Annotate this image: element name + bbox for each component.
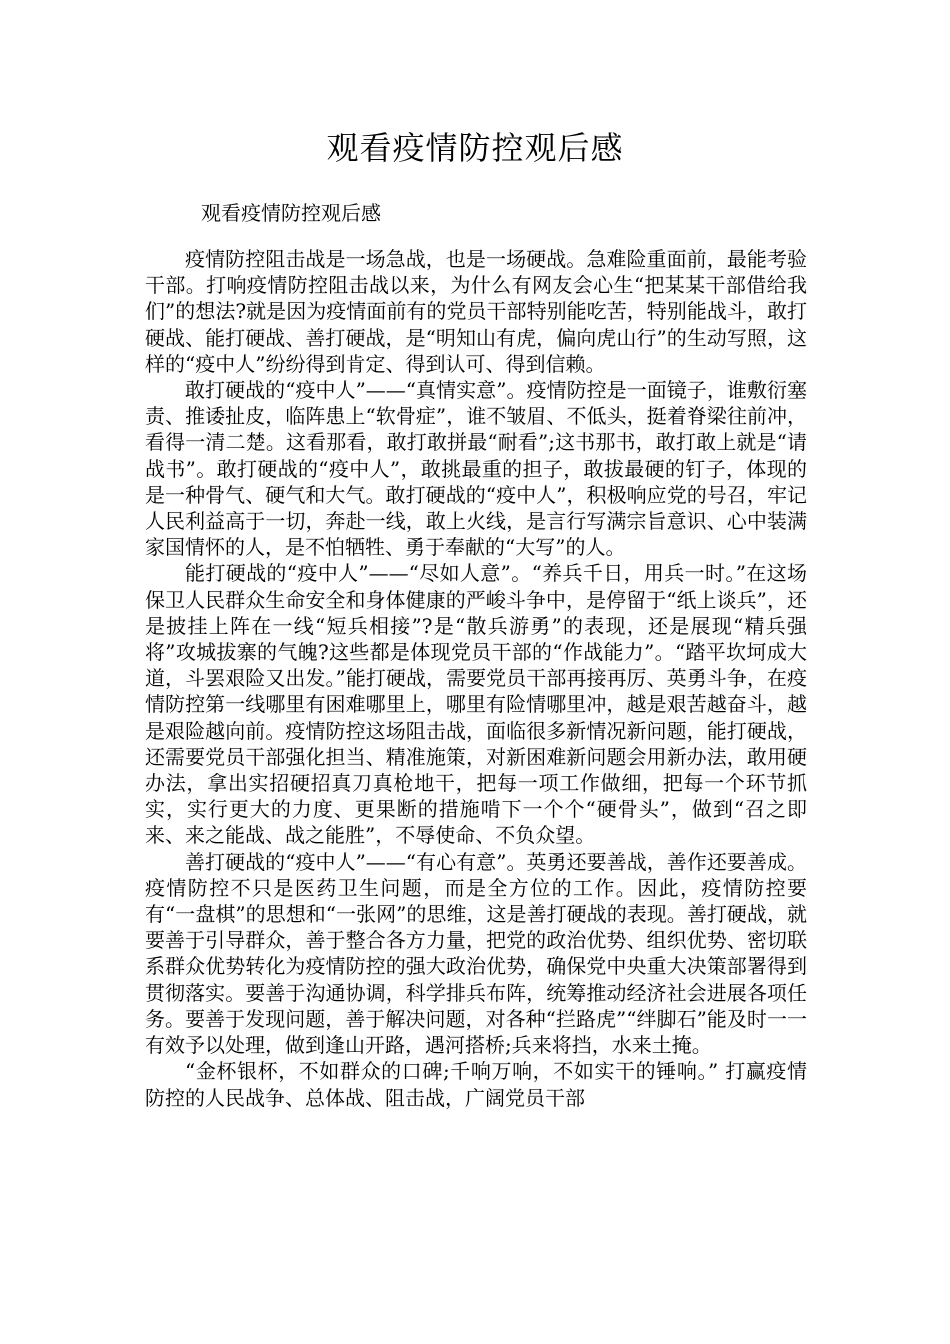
paragraph: 能打硬战的“疫中人”——“尽如人意”。“养兵千日，用兵一时。”在这场保卫人民群众生命安全和身体健康的严峻斗争中，是停留于“纸上谈兵”，还是披挂上阵在一线“短兵相接”?是“散兵游勇”的表现，还是展现“精兵强将”攻城拔寨的气魄?这些都是体现党员干部的“作战能力”。“踏平坎坷成大道，斗罢艰险又出发。”能打硬战，需要党员干部再接再厉、英勇斗争，在疫情防控第一线哪里有困难哪里上，哪里有险情哪里冲，越是艰苦越奋斗，越是艰险越向前。疫情防控这场阻击战，面临很多新情况新问题，能打硬战，还需要党员干部强化担当、精准施策，对新困难新问题会用新办法，敢用硬办法，拿出实招硬招真刀真枪地干，把每一项工作做细，把每一个环节抓实，实行更大的力度、更果断的措施啃下一个个“硬骨头”，做到“召之即来、来之能战、战之能胜”，不辱使命、不负众望。 [145,561,807,848]
paragraph: 疫情防控阻击战是一场急战，也是一场硬战。急难险重面前，最能考验干部。打响疫情防控阻击战以来，为什么有网友会心生“把某某干部借给我们”的想法?就是因为疫情面前有的党员干部特别能吃苦，特别能战斗，敢打硬战、能打硬战、善打硬战，是“明知山有虎，偏向虎山行”的生动写照，这样的“疫中人”纷纷得到肯定、得到认可、得到信赖。 [145,247,807,376]
paragraph: “金杯银杯，不如群众的口碑;千响万响，不如实干的锤响。” 打赢疫情防控的人民战争、总体战、阻击战，广阔党员干部 [145,1059,807,1110]
paragraph: 善打硬战的“疫中人”——“有心有意”。英勇还要善战，善作还要善成。疫情防控不只是医药卫生问题，而是全方位的工作。因此，疫情防控要有“一盘棋”的思想和“一张网”的思维，这是善打硬战的表现。善打硬战，就要善于引导群众，善于整合各方力量，把党的政治优势、组织优势、密切联系群众优势转化为疫情防控的强大政治优势，确保党中央重大决策部署得到贯彻落实。要善于沟通协调，科学排兵布阵，统筹推动经济社会进展各项任务。要善于发现问题，善于解决问题，对各种“拦路虎”“绊脚石”能及时一一有效予以处理，做到逢山开路，遇河搭桥;兵来将挡，水来土掩。 [145,849,807,1058]
document-body [145,246,807,1111]
document-subtitle: 观看疫情防控观后感 [201,201,381,225]
paragraph: 敢打硬战的“疫中人”——“真情实意”。疫情防控是一面镜子，谁敷衍塞责、推诿扯皮，临阵患上“软骨症”，谁不皱眉、不低头，挺着脊梁往前冲，看得一清二楚。这看那看，敢打敢拼最“耐看”;这书那书，敢打敢上就是“请战书”。敢打硬战的“疫中人”，敢挑最重的担子，敢拔最硬的钉子，体现的是一种骨气、硬气和大气。敢打硬战的“疫中人”，积极响应党的号召，牢记人民利益高于一切，奔赴一线，敢上火线，是言行写满宗旨意识、心中装满家国情怀的人，是不怕牺牲、勇于奉献的“大写”的人。 [145,378,807,560]
document-title: 观看疫情防控观后感 [326,129,624,167]
